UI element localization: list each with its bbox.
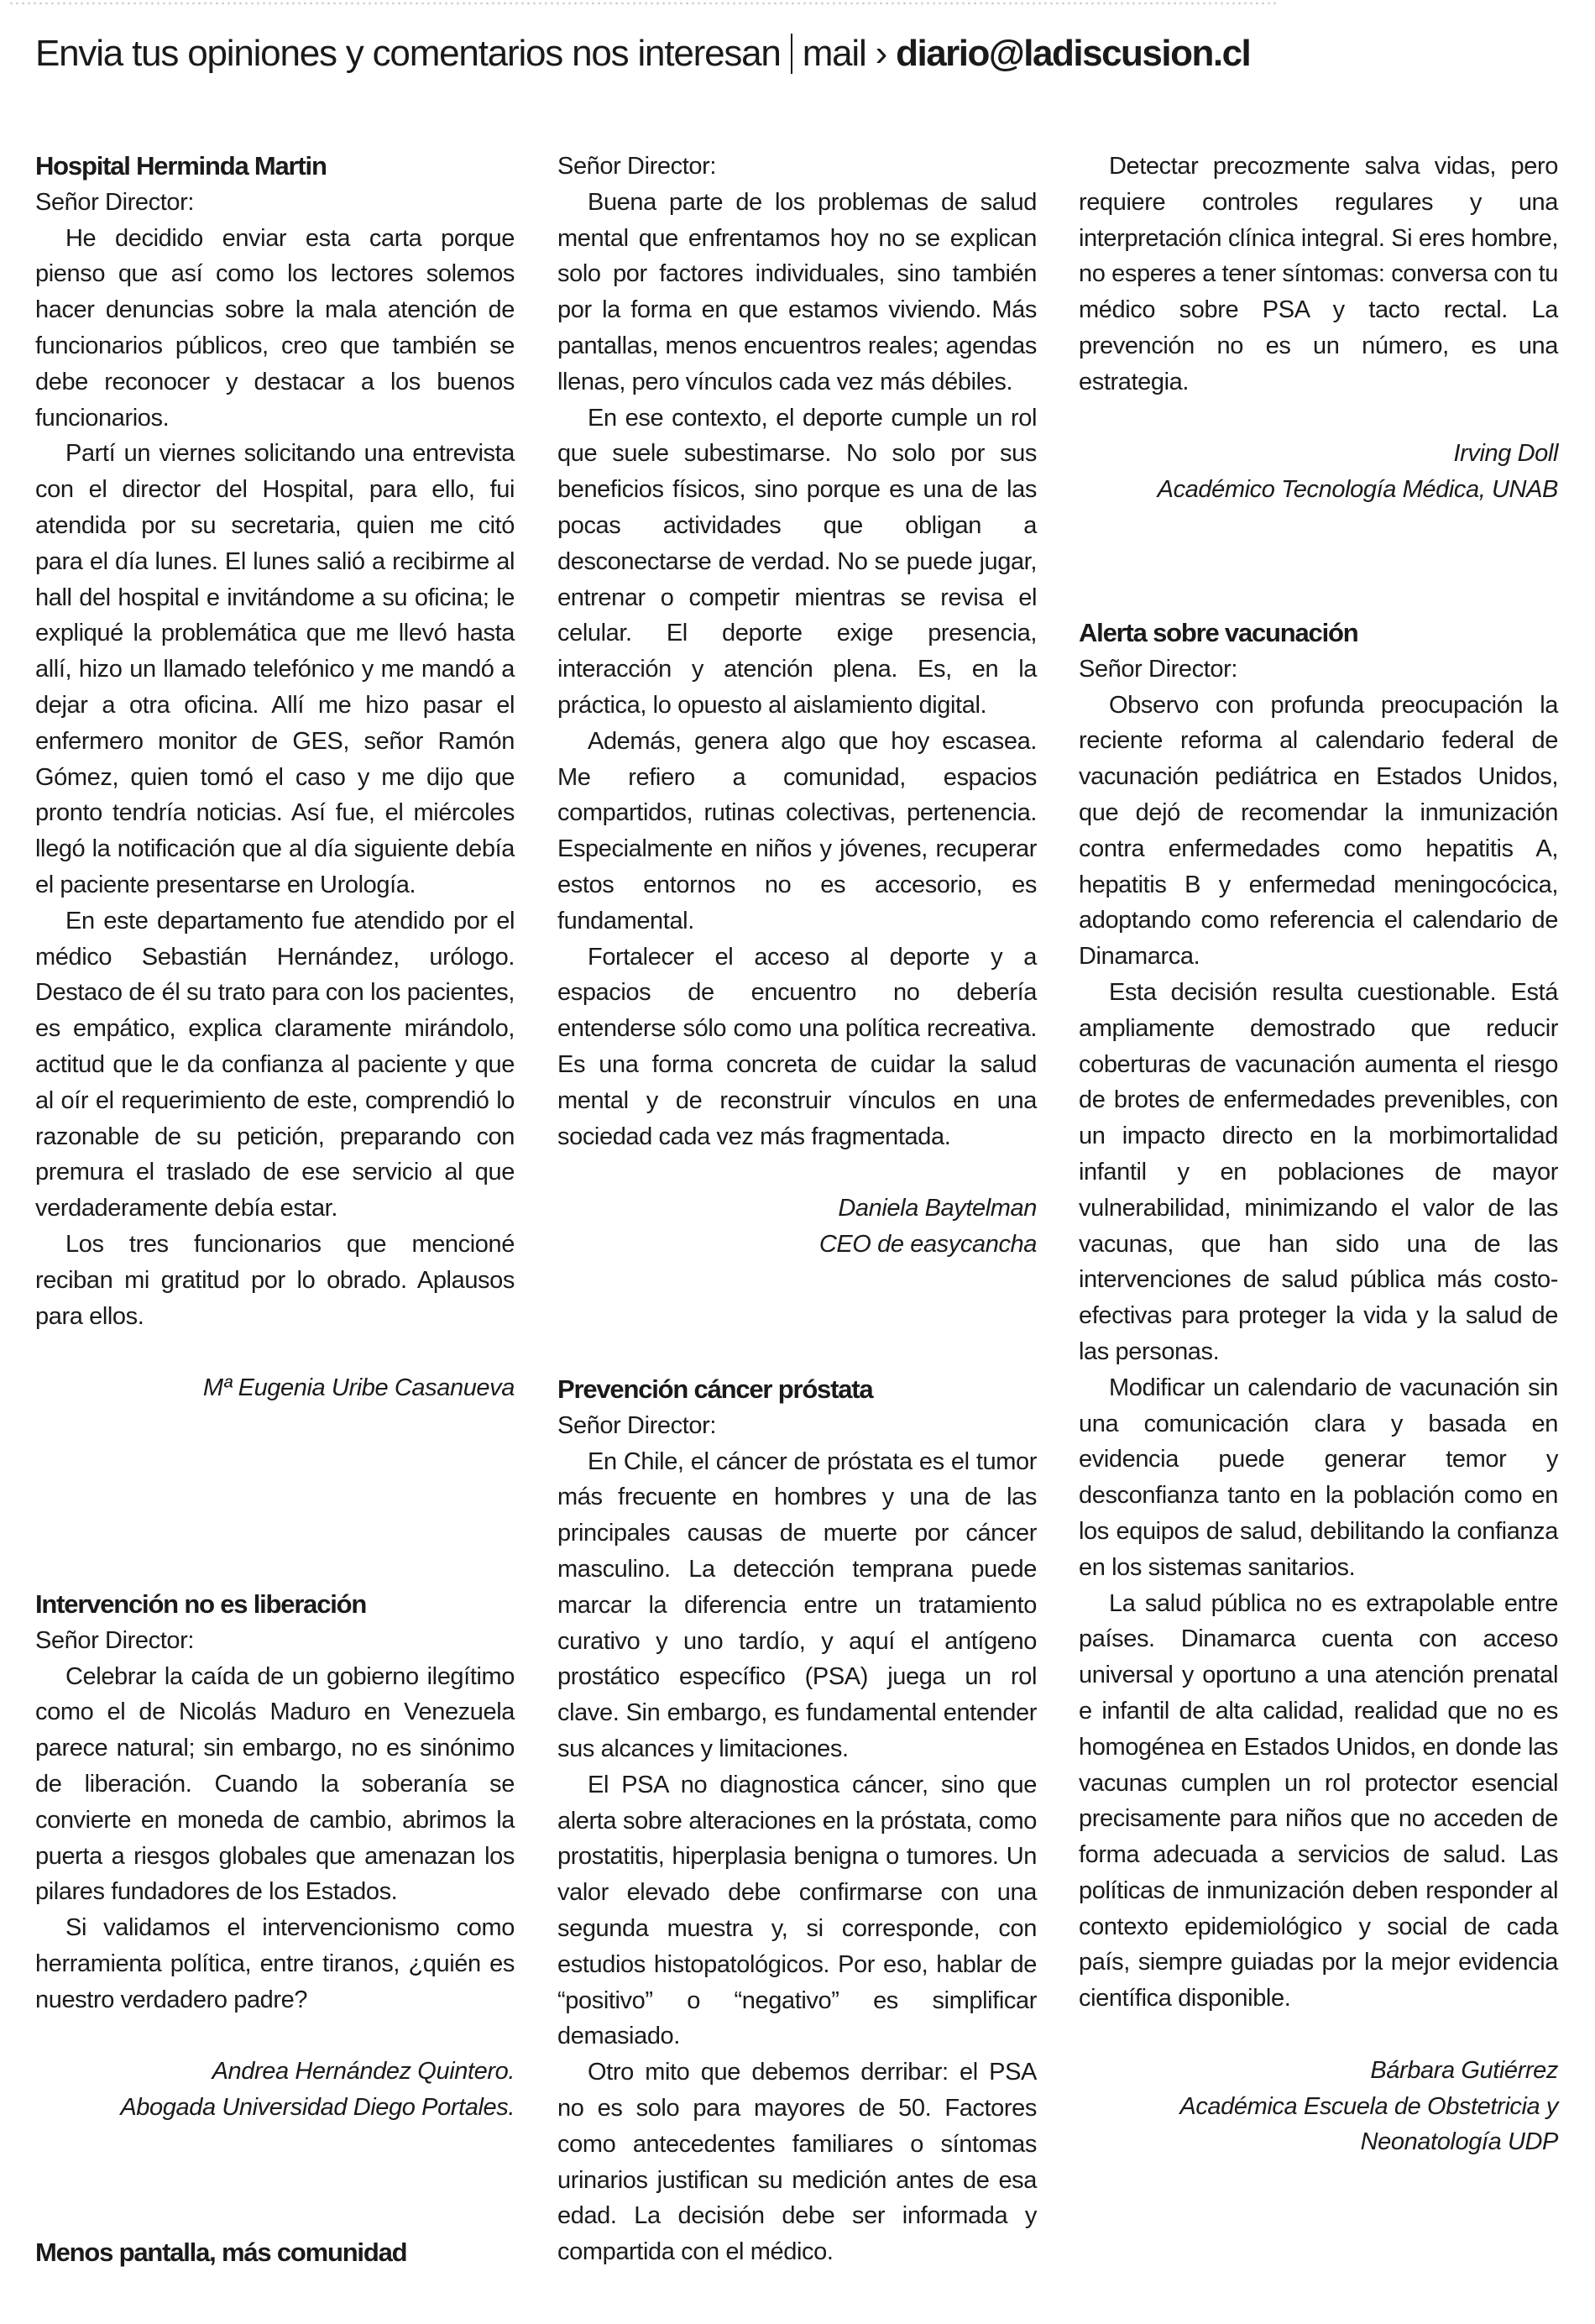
letter-title: Alerta sobre vacunación	[1079, 618, 1358, 647]
signature-name: Daniela Baytelman	[838, 1195, 1037, 1222]
divider	[791, 34, 792, 74]
signature	[35, 2054, 515, 2126]
signature-affiliation: Neonatología UDP	[1360, 2128, 1558, 2156]
signature-name: Bárbara Gutiérrez	[1370, 2056, 1558, 2084]
letter-prevencion-cancer-continued	[1079, 149, 1558, 508]
letter-alerta-vacunacion	[1079, 615, 1558, 2160]
signature	[557, 1191, 1037, 1263]
paragraph: Otro mito que debemos derribar: el PSA no es solo para mayores de 50. Factores como antecedentes familiares o síntomas urinarios justifican su medición antes de esa edad. La decisión debe ser informada y compartida con el médico.	[557, 2059, 1037, 2266]
paragraph: En Chile, el cáncer de próstata es el tumor más frecuente en hombres y una de las principales causas de muerte por cáncer masculino. La detección temprana puede marcar la diferencia entre un tratamiento curativo y uno tardío, y aquí el antígeno prostático específico (PSA) juega un rol clave. Sin embargo, es fundamental entender sus alcances y limitaciones.	[557, 1447, 1037, 1762]
letter-hospital-herminda-martin	[35, 149, 515, 1406]
paragraph: En este departamento fue atendido por el médico Sebastián Hernández, urólogo. Destaco de él su trato para con los pacientes, es empático, explica claramente mirándolo, actitud que le da confianza al paciente y que al oír el requerimiento de este, comprendió lo razonable de su petición, preparando con premura el traslado de ese servicio al que verdaderamente debía estar.	[35, 907, 515, 1222]
paragraph: Los tres funcionarios que mencioné reciban mi gratitud por lo obrado. Aplausos para ellos.	[35, 1230, 515, 1330]
signature	[35, 1370, 515, 1406]
email-link[interactable]: diario@ladiscusion.cl	[896, 33, 1251, 74]
dotted-rule	[8, 2, 1276, 5]
paragraph: Esta decisión resulta cuestionable. Está ampliamente demostrado que reducir coberturas de vacunación aumenta el riesgo de brotes de enfermedades prevenibles, con un impacto directo en la morbimortalidad infantil y en poblaciones de mayor vulnerabilidad, minimizando el valor de las vacunas, que han sido una de las intervenciones de salud pública más costo-efectivas para proteger la vida y la salud de las personas.	[1079, 978, 1558, 1365]
letter-title: Intervención no es liberación	[35, 1589, 367, 1619]
paragraph: He decidido enviar esta carta porque pienso que así como los lectores solemos hacer denuncias sobre la mala atención de funcionarios públicos, creo que también se debe reconocer y destacar a los buenos funcionarios.	[35, 224, 515, 432]
mail-label: mail ›	[802, 33, 887, 74]
letter-prevencion-cancer	[557, 1372, 1037, 2270]
signature-affiliation: Académica Escuela de Obstetricia y	[1179, 2092, 1558, 2120]
signature-affiliation: CEO de easycancha	[818, 1230, 1037, 1258]
paragraph: La salud pública no es extrapolable entre países. Dinamarca cuenta con acceso universal y oportuno a una atención prenatal e infantil de alta calidad, realidad que no es homogénea en Estados Unidos, en donde las vacunas cumplen un rol protector esencial precisamente para niños que no acceden de forma adecuada a servicios de salud. Las políticas de inmunización deben responder al contexto epidemiológico y social de cada país, siempre guiadas por la mejor evidencia científica disponible.	[1079, 1589, 1558, 2013]
salutation: Señor Director:	[35, 188, 195, 216]
letter-title: Hospital Herminda Martin	[35, 151, 327, 181]
signature-name: Andrea Hernández Quintero.	[212, 2058, 515, 2086]
paragraph: Partí un viernes solicitando una entrevista con el director del Hospital, para ello, fui atendida por su secretaria, quien me citó para el día lunes. El lunes salió a recibirme al hall del hospital e invitándome a su oficina; le expliqué la problemática que me llevó hasta allí, hizo un llamado telefónico y me mandó a dejar a otra oficina. Allí me hizo pasar el enfermero monitor de GES, señor Ramón Gómez, quien tomó el caso y me dijo que pronto tendría noticias. Así fue, el miércoles llegó la notificación que al día siguiente debía el paciente presentarse en Urología.	[35, 440, 515, 898]
salutation: Señor Director:	[1079, 655, 1238, 683]
salutation: Señor Director:	[557, 1411, 717, 1439]
letter-title: Menos pantalla, más comunidad	[35, 2238, 407, 2267]
letter-title: Prevención cáncer próstata	[557, 1374, 873, 1404]
signature	[1079, 2053, 1558, 2160]
signature-name: Mª Eugenia Uribe Casanueva	[202, 1374, 515, 1402]
contact-prompt: Envia tus opiniones y comentarios nos interesan	[35, 33, 781, 74]
salutation: Señor Director:	[35, 1626, 195, 1654]
letter-menos-pantalla	[557, 149, 1037, 1263]
paragraph: Fortalecer el acceso al deporte y a espacios de encuentro no debería entenderse sólo como una política recreativa. Es una forma concreta de cuidar la salud mental y de reconstruir vínculos en una sociedad cada vez más fragmentada.	[557, 943, 1037, 1150]
signature-name: Irving Doll	[1453, 440, 1558, 468]
paragraph: En ese contexto, el deporte cumple un rol que suele subestimarse. No solo por sus beneficios físicos, sino porque es una de las pocas actividades que obligan a desconectarse de verdad. No se puede jugar, entrenar o competir mientras se revisa el celular. El deporte exige presencia, interacción y atención plena. Es, en la práctica, lo opuesto al aislamiento digital.	[557, 404, 1037, 719]
paragraph: Detectar precozmente salva vidas, pero requiere controles regulares y una interpretación clínica integral. Si eres hombre, no esperes a tener síntomas: conversa con tu médico sobre PSA y tacto rectal. La prevención no es un número, es una estrategia.	[1079, 153, 1558, 395]
paragraph: El PSA no diagnostica cáncer, sino que alerta sobre alteraciones en la próstata, como prostatitis, hiperplasia benigna o tumores. Un valor elevado debe confirmarse con una segunda muestra y, si corresponde, con estudios histopatológicos. Por eso, hablar de “positivo” o “negativo” es simplificar demasiado.	[557, 1771, 1037, 2050]
signature	[1079, 436, 1558, 508]
paragraph: Buena parte de los problemas de salud mental que enfrentamos hoy no se explican solo por factores individuales, sino también por la forma en que estamos viviendo. Más pantallas, menos encuentros reales; agendas llenas, pero vínculos cada vez más débiles.	[557, 188, 1037, 395]
salutation: Señor Director:	[557, 153, 717, 180]
paragraph: Si validamos el intervencionismo como herramienta política, entre tiranos, ¿quién es nuestro verdadero padre?	[35, 1914, 515, 2013]
paragraph: Modificar un calendario de vacunación sin una comunicación clara y basada en evidencia puede generar temor y desconfianza tanto en la población como en los equipos de salud, debilitando la confianza en los sistemas sanitarios.	[1079, 1374, 1558, 1581]
letter-intervencion	[35, 1587, 515, 2126]
contact-banner	[35, 30, 1250, 77]
signature-affiliation: Académico Tecnología Médica, UNAB	[1157, 476, 1558, 504]
paragraph: Además, genera algo que hoy escasea. Me refiero a comunidad, espacios compartidos, rutinas colectivas, pertenencia. Especialmente en niños y jóvenes, recuperar estos entornos no es accesorio, es fundamental.	[557, 727, 1037, 934]
paragraph: Observo con profunda preocupación la reciente reforma al calendario federal de vacunación pediátrica en Estados Unidos, que dejó de recomendar la inmunización contra enfermedades como hepatitis A, hepatitis B y enfermedad meningocócica, adoptando como referencia el calendario de Dinamarca.	[1079, 691, 1558, 971]
paragraph: Celebrar la caída de un gobierno ilegítimo como el de Nicolás Maduro en Venezuela parece natural; sin embargo, no es sinónimo de liberación. Cuando la soberanía se convierte en moneda de cambio, abrimos la puerta a riesgos globales que amenazan los pilares fundadores de los Estados.	[35, 1662, 515, 1906]
letter-menos-pantalla-title-block	[35, 2235, 515, 2271]
signature-affiliation: Abogada Universidad Diego Portales.	[120, 2094, 515, 2122]
